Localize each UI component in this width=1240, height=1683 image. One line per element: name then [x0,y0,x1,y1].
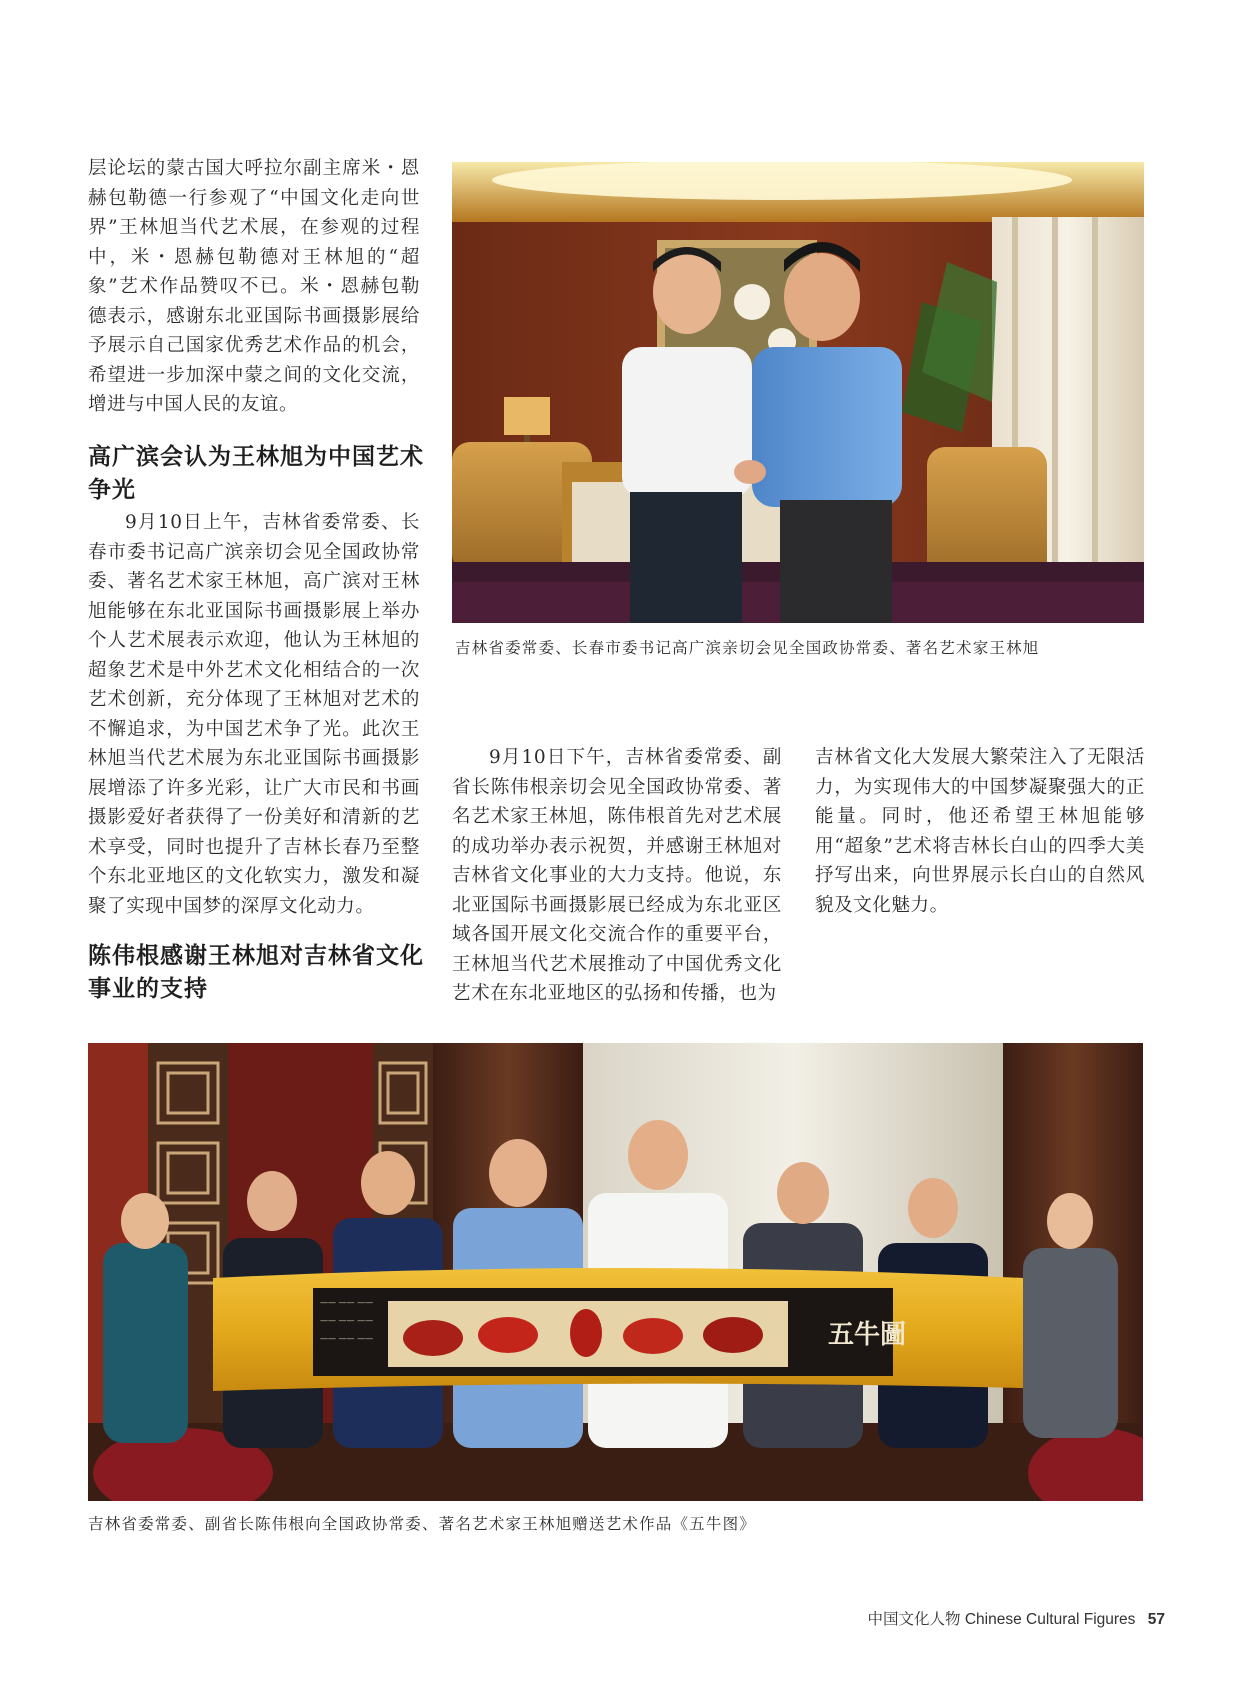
middle-column [452,743,782,1009]
photo-handshake [452,162,1144,623]
right-column [815,743,1145,920]
section-heading-chen: 陈伟根感谢王林旭对吉林省文化事业的支持 [88,943,424,1002]
section-heading-gao: 高广滨会认为王林旭为中国艺术争光 [88,444,424,503]
left-column [88,154,420,420]
left-column-section1 [88,508,420,921]
svg-text:—— —— ——: —— —— —— [320,1334,374,1343]
paragraph-chen-continued: 吉林省文化大发展大繁荣注入了无限活力，为实现伟大的中国梦凝聚强大的正能量。同时，他还希望王林旭能够用“超象”艺术将吉林长白山的四季大美抒写出来，向世界展示长白山的自然风貌及文化魅力。 [815,747,1145,916]
magazine-name: 中国文化人物 Chinese Cultural Figures [867,1611,1136,1628]
paragraph-intro: 层论坛的蒙古国大呼拉尔副主席米・恩赫包勒德一行参观了“中国文化走向世界”王林旭当代艺术展，在参观的过程中，米・恩赫包勒德对王林旭的“超象”艺术作品赞叹不已。米・恩赫包勒德表示，感谢东北亚国际书画摄影展给予展示自己国家优秀艺术作品的机会，希望进一步加深中蒙之间的文化交流，增进与中国人民的友谊。 [88,158,420,415]
paragraph-chen: 9月10日下午，吉林省委常委、副省长陈伟根亲切会见全国政协常委、著名艺术家王林旭，陈伟根首先对艺术展的成功举办表示祝贺，并感谢王林旭对吉林省文化事业的大力支持。他说，东北亚国际书画摄影展已经成为东北亚区域各国开展文化交流合作的重要平台，王林旭当代艺术展推动了中国优秀文化艺术在东北亚地区的弘扬和传播，也为 [452,747,782,1004]
scroll-title: 五牛圖 [828,1320,907,1350]
paragraph-gao: 9月10日上午，吉林省委常委、长春市委书记高广滨亲切会见全国政协常委、著名艺术家王林旭，高广滨对王林旭能够在东北亚国际书画摄影展上举办个人艺术展表示欢迎，他认为王林旭的超象艺术是中外艺术文化相结合的一次艺术创新，充分体现了王林旭对艺术的不懈追求，为中国艺术争了光。此次王林旭当代艺术展为东北亚国际书画摄影展增添了许多光彩，让广大市民和书画摄影爱好者获得了一份美好和清新的艺术享受，同时也提升了吉林长春乃至整个东北亚地区的文化软实力，激发和凝聚了实现中国梦的深厚文化动力。 [88,512,420,917]
photo1-caption: 吉林省委常委、长春市委书记高广滨亲切会见全国政协常委、著名艺术家王林旭 [455,639,1040,657]
page-footer [868,1607,1165,1629]
svg-text:—— —— ——: —— —— —— [320,1298,374,1307]
page-number: 57 [1147,1611,1165,1628]
group-photo-image [88,1043,1143,1501]
photo-group-scroll [88,1043,1143,1501]
svg-text:—— —— ——: —— —— —— [320,1316,374,1325]
handshake-photo-image [452,162,1144,623]
photo2-caption: 吉林省委常委、副省长陈伟根向全国政协常委、著名艺术家王林旭赠送艺术作品《五牛图》 [88,1515,757,1533]
